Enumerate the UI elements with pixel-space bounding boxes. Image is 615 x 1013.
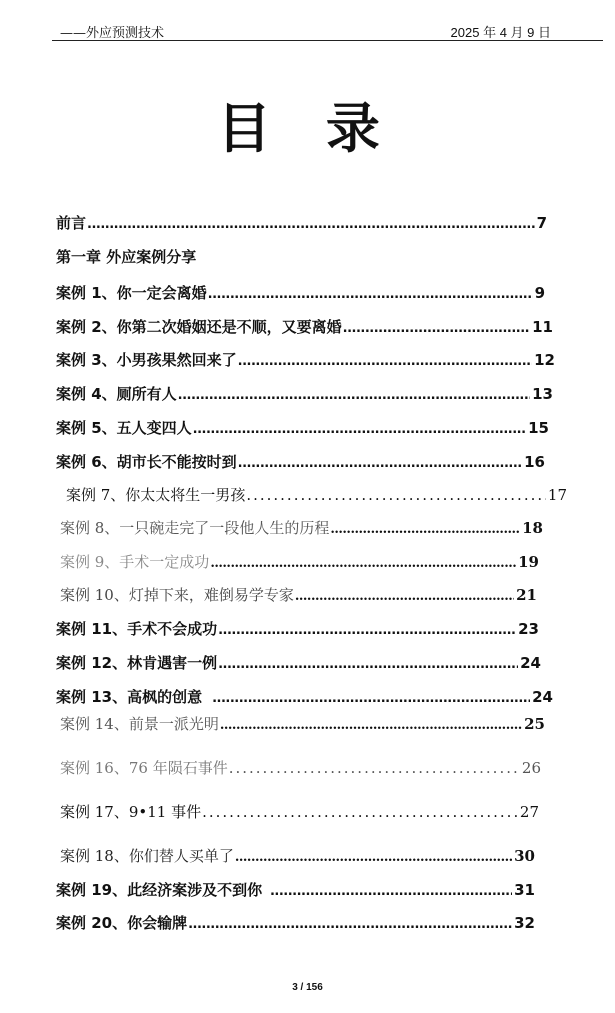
toc-page: 19 <box>518 553 539 571</box>
toc-page: 24 <box>532 688 553 706</box>
page-total: 156 <box>306 982 323 993</box>
toc-label: 案例 13、高枫的创意 <box>56 688 203 706</box>
header-date: 2025 年 4 月 9 日 <box>450 25 551 40</box>
header-book-title: ——外应预测技术 <box>60 26 165 41</box>
toc-leader <box>188 917 512 932</box>
toc-label: 案例 4、厕所有人 <box>56 385 177 403</box>
toc-label: 案例 18、你们替人买单了 <box>60 847 234 865</box>
toc-entry-case[interactable] <box>60 517 543 538</box>
toc-label: 案例 14、前景一派光明 <box>60 715 219 733</box>
toc-label: 案例 6、胡市长不能按时到 <box>56 453 237 471</box>
toc-leader <box>330 522 520 537</box>
toc-page: 30 <box>514 847 535 865</box>
toc-label: 案例 20、你会输牌 <box>56 914 188 932</box>
page-title: 目 录 <box>217 96 398 160</box>
toc-page: 26 <box>521 759 541 777</box>
page-separator: / <box>300 982 304 993</box>
toc-label: 案例 5、五人变四人 <box>56 419 192 437</box>
page-number-footer <box>0 982 615 993</box>
toc-label: 案例 1、你一定会离婚 <box>56 284 207 302</box>
toc-entry-case[interactable] <box>56 417 549 438</box>
toc-leader <box>270 884 512 899</box>
toc-label: 案例 17、9•11 事件 <box>60 803 202 821</box>
toc-leader <box>229 759 520 777</box>
toc-label: 案例 19、此经济案涉及不到你 <box>56 881 263 899</box>
toc-page: 21 <box>516 586 537 604</box>
toc-page: 32 <box>514 914 535 932</box>
toc-page: 12 <box>534 351 555 369</box>
page-header <box>52 20 603 41</box>
toc-page: 18 <box>522 519 543 537</box>
toc-entry-case[interactable] <box>60 713 545 734</box>
toc-leader <box>178 388 530 403</box>
toc-entry-case[interactable] <box>60 551 539 572</box>
toc-leader <box>193 422 526 437</box>
toc-entry-case[interactable] <box>56 912 535 933</box>
toc-leader <box>218 657 518 672</box>
toc-leader <box>343 321 530 336</box>
toc-label: 案例 7、你太太将生一男孩 <box>66 486 246 504</box>
toc-leader <box>235 850 512 865</box>
toc-label: 前言 <box>56 214 87 232</box>
toc-entry-case[interactable] <box>60 584 537 605</box>
toc-page: 25 <box>524 715 545 733</box>
toc-chapter-1[interactable]: 第一章 外应案例分享 <box>56 248 197 266</box>
toc-entry-case[interactable] <box>56 383 553 404</box>
toc-leader <box>87 217 535 232</box>
toc-entry-case[interactable] <box>60 845 535 866</box>
toc-entry-case[interactable] <box>56 316 553 337</box>
toc-leader <box>238 456 522 471</box>
toc-label: 案例 8、一只碗走完了一段他人生的历程 <box>60 519 330 537</box>
toc-page: 7 <box>536 214 547 232</box>
toc-leader <box>210 556 516 571</box>
toc-page: 24 <box>520 654 541 672</box>
toc-leader <box>212 691 530 706</box>
toc-label: 案例 2、你第二次婚姻还是不顺，又要离婚 <box>56 318 342 336</box>
toc-leader <box>218 623 516 638</box>
toc-page: 23 <box>518 620 539 638</box>
toc-page: 16 <box>524 453 545 471</box>
toc-entry-case[interactable] <box>56 879 535 900</box>
toc-entry-case[interactable] <box>56 652 541 673</box>
toc-page: 13 <box>532 385 553 403</box>
toc-label: 案例 3、小男孩果然回来了 <box>56 351 237 369</box>
toc-entry-preface[interactable] <box>56 212 547 233</box>
toc-leader <box>246 486 546 504</box>
toc-entry-case[interactable] <box>56 349 555 370</box>
toc-entry-case[interactable] <box>66 484 567 505</box>
toc-entry-case[interactable] <box>56 686 553 707</box>
toc-label: 案例 16、76 年陨石事件 <box>60 759 228 777</box>
toc-label: 案例 11、手术不会成功 <box>56 620 218 638</box>
toc-entry-case[interactable] <box>60 757 541 778</box>
toc-label: 案例 9、手术一定成功 <box>60 553 210 571</box>
toc-leader <box>208 287 533 302</box>
toc-label: 案例 10、灯掉下来，难倒易学专家 <box>60 586 294 604</box>
toc-entry-case[interactable] <box>60 801 539 822</box>
toc-page: 11 <box>532 318 553 336</box>
page-current: 3 <box>292 982 298 993</box>
toc-page: 27 <box>519 803 539 821</box>
toc-leader <box>238 354 532 369</box>
toc-entry-case[interactable] <box>56 618 539 639</box>
toc-page: 15 <box>528 419 549 437</box>
toc-page: 17 <box>547 486 567 504</box>
toc-page: 31 <box>514 881 535 899</box>
toc-page: 9 <box>534 284 545 302</box>
toc-label: 案例 12、林肯遇害一例 <box>56 654 218 672</box>
toc-leader <box>202 803 518 821</box>
toc-leader <box>295 589 514 604</box>
toc-entry-case[interactable] <box>56 282 545 303</box>
toc-entry-case[interactable] <box>56 451 545 472</box>
toc-leader <box>220 718 522 733</box>
